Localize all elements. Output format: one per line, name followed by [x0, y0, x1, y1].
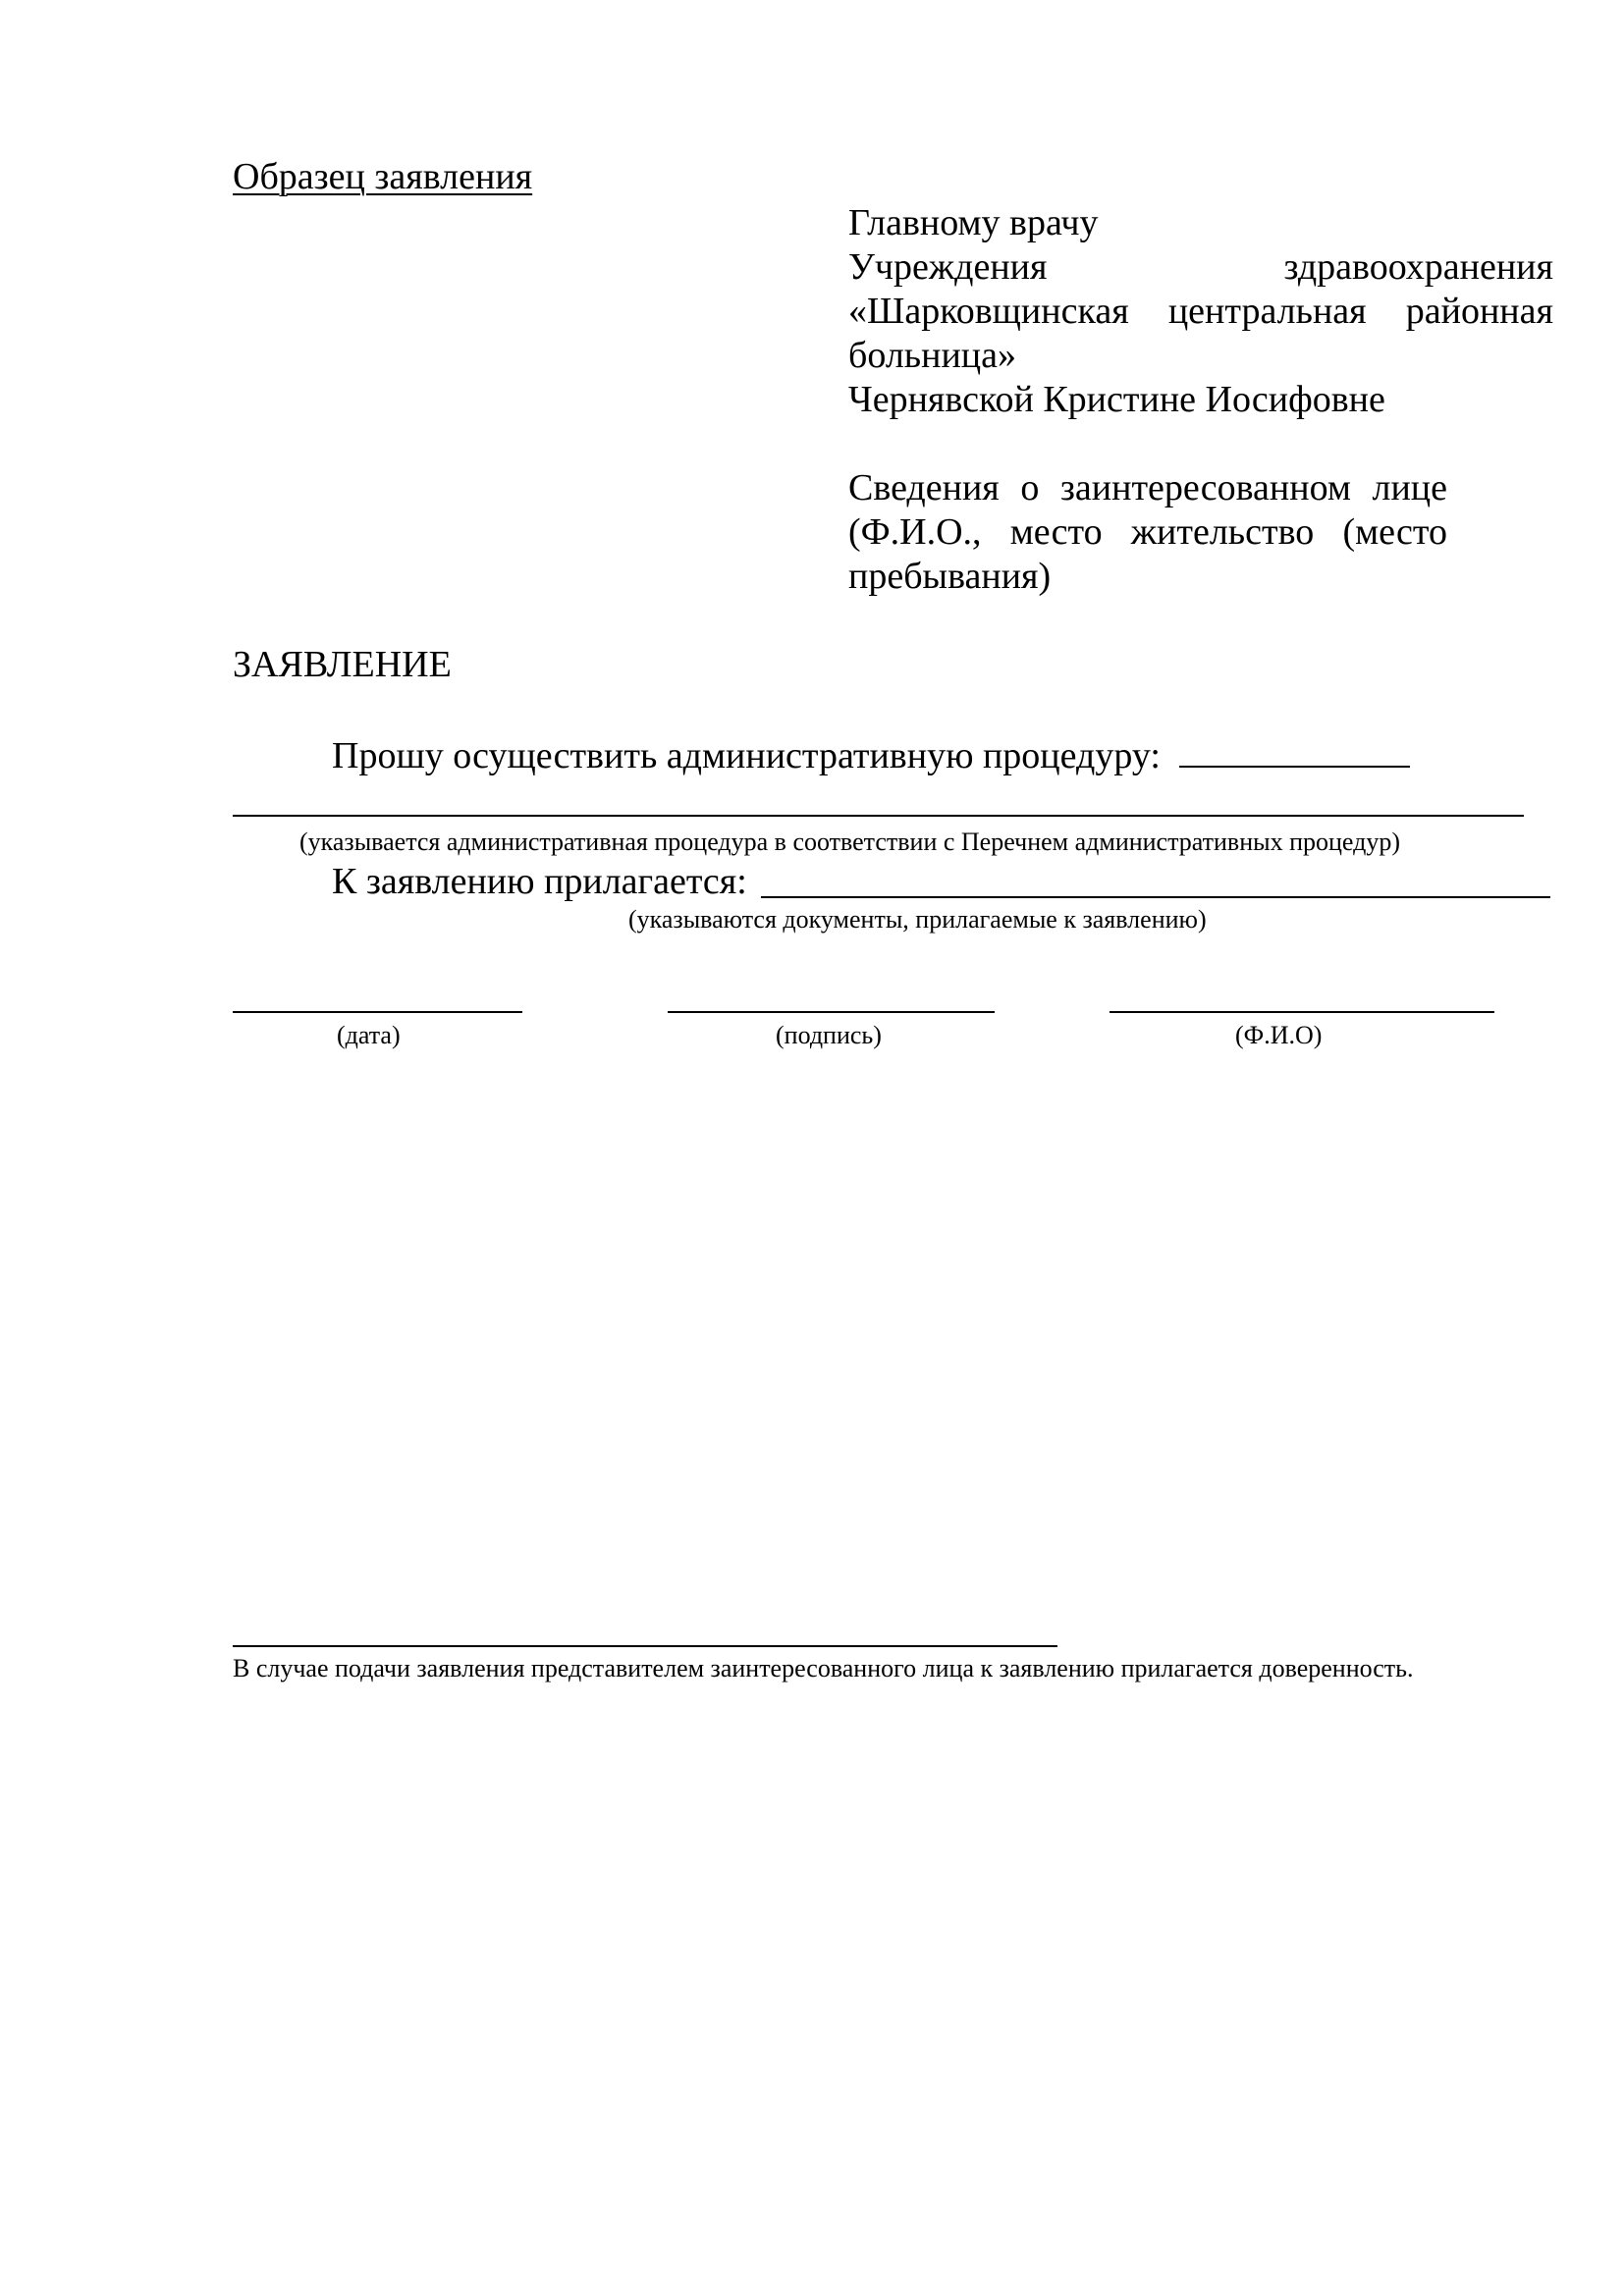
statement-heading: ЗАЯВЛЕНИЕ	[233, 644, 452, 685]
addressee-line-4: больница»	[848, 335, 1016, 376]
name-caption: (Ф.И.О)	[1235, 1021, 1323, 1049]
procedure-note: (указывается административная процедура в соответствии с Перечнем административных процедур)	[299, 828, 1400, 856]
addressee-line-5: Чернявской Кристине Иосифовне	[848, 379, 1385, 420]
applicant-word: Сведения	[848, 467, 1000, 508]
attachment-blank-field[interactable]	[761, 896, 1550, 898]
applicant-word: жительство	[1130, 511, 1315, 553]
signature-caption: (подпись)	[776, 1021, 882, 1049]
addressee-word: районная	[1405, 291, 1553, 332]
sample-label: Образец заявления	[233, 156, 533, 197]
applicant-line-1	[848, 466, 1447, 510]
footnote-separator	[233, 1645, 1057, 1647]
applicant-word: место	[1009, 511, 1103, 553]
applicant-word: лице	[1372, 467, 1447, 508]
applicant-word: (Ф.И.О.,	[848, 511, 982, 553]
request-text: Прошу осуществить административную процедуру:	[332, 735, 1161, 776]
addressee-line-2	[848, 245, 1553, 290]
addressee-word: центральная	[1167, 291, 1367, 332]
date-blank-field[interactable]	[233, 1011, 522, 1013]
addressee-word: «Шарковщинская	[848, 291, 1129, 332]
attachment-text: К заявлению прилагается:	[332, 861, 747, 902]
attachment-note: (указываются документы, прилагаемые к заявлению)	[628, 905, 1207, 934]
date-caption: (дата)	[337, 1021, 401, 1049]
addressee-line-1: Главному врачу	[848, 202, 1099, 243]
signature-blank-field[interactable]	[668, 1011, 995, 1013]
applicant-word: о	[1020, 467, 1040, 508]
applicant-line-3: пребывания)	[848, 556, 1052, 597]
addressee-line-3	[848, 290, 1553, 334]
addressee-block	[848, 201, 1553, 422]
applicant-info-block	[848, 466, 1447, 599]
applicant-word: (место	[1342, 511, 1447, 553]
addressee-word: Учреждения	[848, 246, 1048, 288]
name-blank-field[interactable]	[1110, 1011, 1494, 1013]
applicant-line-2	[848, 510, 1447, 555]
addressee-word: здравоохранения	[1283, 246, 1553, 288]
request-line	[332, 734, 1410, 778]
request-blank-field[interactable]	[1179, 766, 1410, 768]
attachment-line	[332, 860, 747, 904]
procedure-blank-field[interactable]	[233, 815, 1524, 817]
footnote-text: В случае подачи заявления представителем заинтересованного лица к заявлению прилагается доверенность.	[233, 1654, 1414, 1682]
applicant-word: заинтересованном	[1059, 467, 1351, 508]
